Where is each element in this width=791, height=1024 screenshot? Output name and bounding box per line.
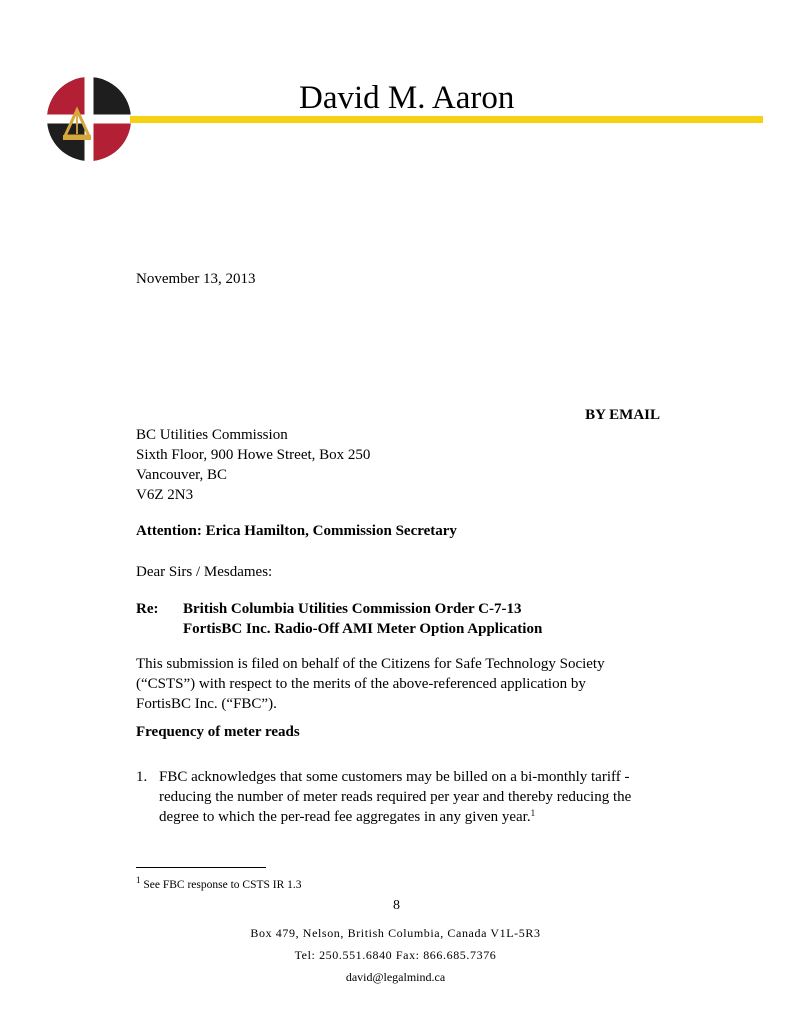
recipient-address	[136, 425, 370, 505]
footer-address: Box 479, Nelson, British Columbia, Canada V1L-5R3	[250, 926, 541, 940]
delivery-method: BY EMAIL	[585, 407, 660, 423]
footnote-marker: 1	[136, 875, 141, 885]
re-subject-line: FortisBC Inc. Radio-Off AMI Meter Option Application	[183, 621, 543, 637]
footnote-divider	[136, 867, 266, 868]
intro-line: FortisBC Inc. (“FBC”).	[136, 696, 277, 712]
recipient-line: Sixth Floor, 900 Howe Street, Box 250	[136, 447, 371, 463]
letter-date: November 13, 2013	[136, 271, 256, 287]
letterhead-name: David M. Aaron	[299, 80, 515, 116]
intro-line: This submission is filed on behalf of the Citizens for Safe Technology Society	[136, 656, 605, 672]
list-item-line-text: degree to which the per-read fee aggregates in any given year.	[159, 809, 531, 825]
footnote	[136, 875, 302, 891]
footnote-reference[interactable]: 1	[530, 808, 536, 818]
intro-paragraph	[136, 654, 656, 714]
footnote-text: See FBC response to CSTS IR 1.3	[140, 879, 302, 891]
re-subject	[183, 599, 542, 639]
list-item-line: FBC acknowledges that some customers may be billed on a bi-monthly tariff -	[159, 769, 630, 785]
list-item-number: 1.	[136, 769, 148, 785]
list-item	[159, 767, 659, 827]
attention-line: Attention: Erica Hamilton, Commission Secretary	[136, 523, 457, 539]
re-label: Re:	[136, 601, 159, 617]
footer-phone: Tel: 250.551.6840 Fax: 866.685.7376	[294, 948, 497, 962]
scales-of-justice-logo-icon	[46, 76, 132, 162]
page-number: 8	[393, 898, 400, 913]
letterhead-rule	[130, 116, 763, 123]
intro-line: (“CSTS”) with respect to the merits of the above-referenced application by	[136, 676, 586, 692]
list-item-line: reducing the number of meter reads required per year and thereby reducing the	[159, 789, 632, 805]
salutation: Dear Sirs / Mesdames:	[136, 564, 273, 580]
re-subject-line: British Columbia Utilities Commission Order C-7-13	[183, 601, 522, 617]
recipient-line: Vancouver, BC	[136, 467, 228, 483]
section-heading: Frequency of meter reads	[136, 724, 300, 740]
recipient-line: V6Z 2N3	[136, 487, 194, 503]
footer-email[interactable]: david@legalmind.ca	[345, 970, 446, 984]
recipient-line: BC Utilities Commission	[136, 427, 288, 443]
list-item-line	[159, 807, 659, 827]
